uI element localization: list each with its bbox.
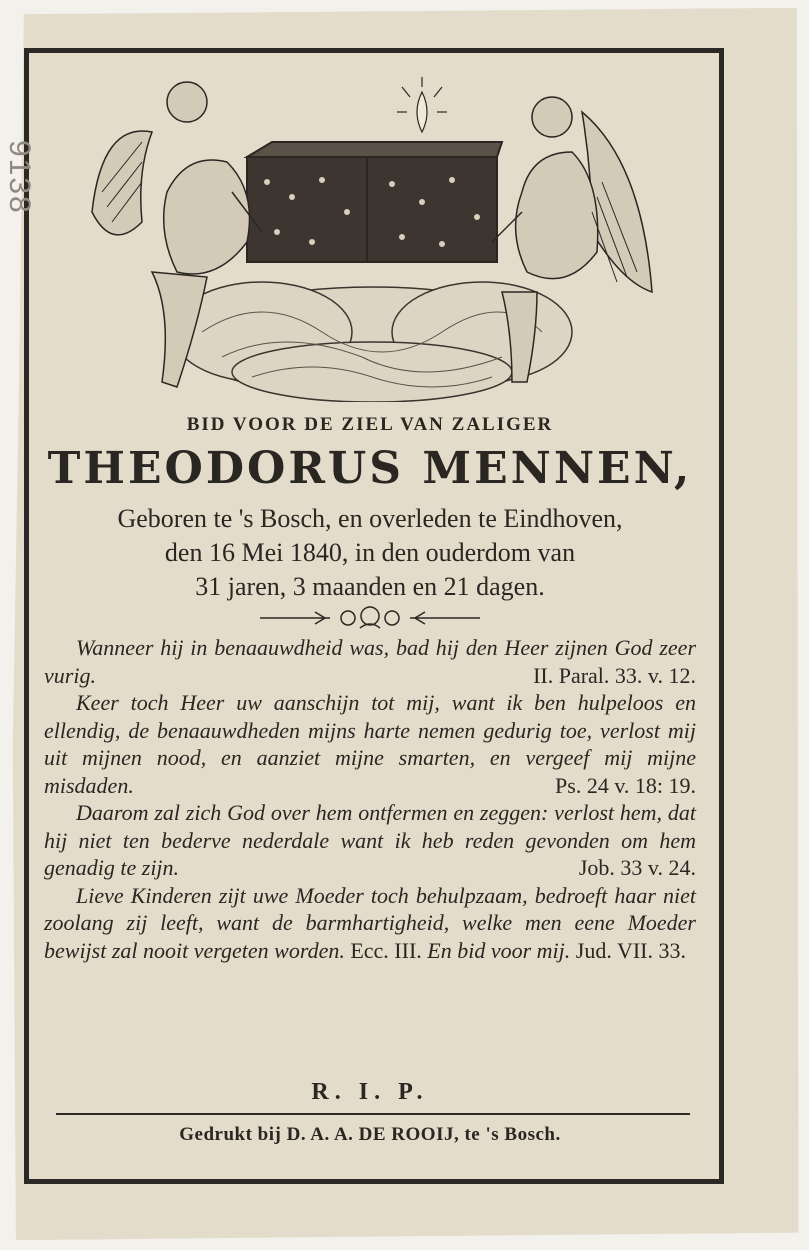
birth-line-3: 31 jaren, 3 maanden en 21 dagen. bbox=[195, 572, 545, 601]
verse-2-reference: Ps. 24 v. 18: 19. bbox=[555, 772, 696, 798]
birth-death-details bbox=[30, 502, 710, 604]
birth-line-1: Geboren te 's Bosch, en overleden te Eindhoven, bbox=[117, 504, 623, 533]
verse-4-text-2: En bid voor mij. bbox=[427, 937, 571, 963]
verse-4-reference-2: Jud. VII. 33. bbox=[575, 937, 687, 963]
verse-2 bbox=[44, 689, 696, 799]
birth-line-2: den 16 Mei 1840, in den ouderdom van bbox=[164, 538, 576, 567]
verse-3 bbox=[44, 799, 696, 882]
ornamental-divider bbox=[260, 604, 480, 632]
verse-3-reference: Job. 33 v. 24. bbox=[578, 855, 696, 880]
rip-line: R. I. P. bbox=[311, 1079, 429, 1105]
verse-1-reference: II. Paral. 33. v. 12. bbox=[533, 662, 696, 688]
verse-4 bbox=[44, 882, 696, 965]
scripture-verses bbox=[44, 634, 696, 964]
inventory-number: 9138 bbox=[3, 140, 36, 215]
verse-4-text: Lieve Kinderen zijt uwe Moeder toch behulpzaam, bedroeft haar niet zoolang zij leeft, want de barmhartigheid, welke men eene Moeder bewijst zal nooit vergeten worden. bbox=[44, 882, 696, 963]
angels-engraving bbox=[82, 72, 662, 402]
deceased-name: THEODORUS MENNEN, bbox=[47, 443, 693, 494]
verse-3-text: Daarom zal zich God over hem ontfermen en zeggen: verlost hem, dat hij niet ten bederve nederdale want ik heb reden gevonden om hem genadig te zijn. bbox=[44, 800, 696, 880]
verse-1-text: Wanneer hij in benaauwdheid was, bad hij den Heer zijnen God zeer vurig. bbox=[44, 635, 696, 688]
footer-rule bbox=[56, 1113, 690, 1115]
verse-4-reference: Ecc. III. bbox=[350, 937, 422, 963]
verse-2-text: Keer toch Heer uw aanschijn tot mij, want ik ben hulpeloos en ellendig, de benaauwdheden mijns harte nemen gedurig toe, verlost mij uit mijnen nood, en aanziet mijne smarten, en vergeef mij mijne misdaden. bbox=[44, 690, 696, 798]
printer-credit: Gedrukt bij D. A. A. DE ROOIJ, te 's Bosch. bbox=[179, 1124, 561, 1145]
pray-for-soul-line: BID VOOR DE ZIEL VAN ZALIGER bbox=[186, 414, 554, 435]
verse-1 bbox=[44, 634, 696, 689]
